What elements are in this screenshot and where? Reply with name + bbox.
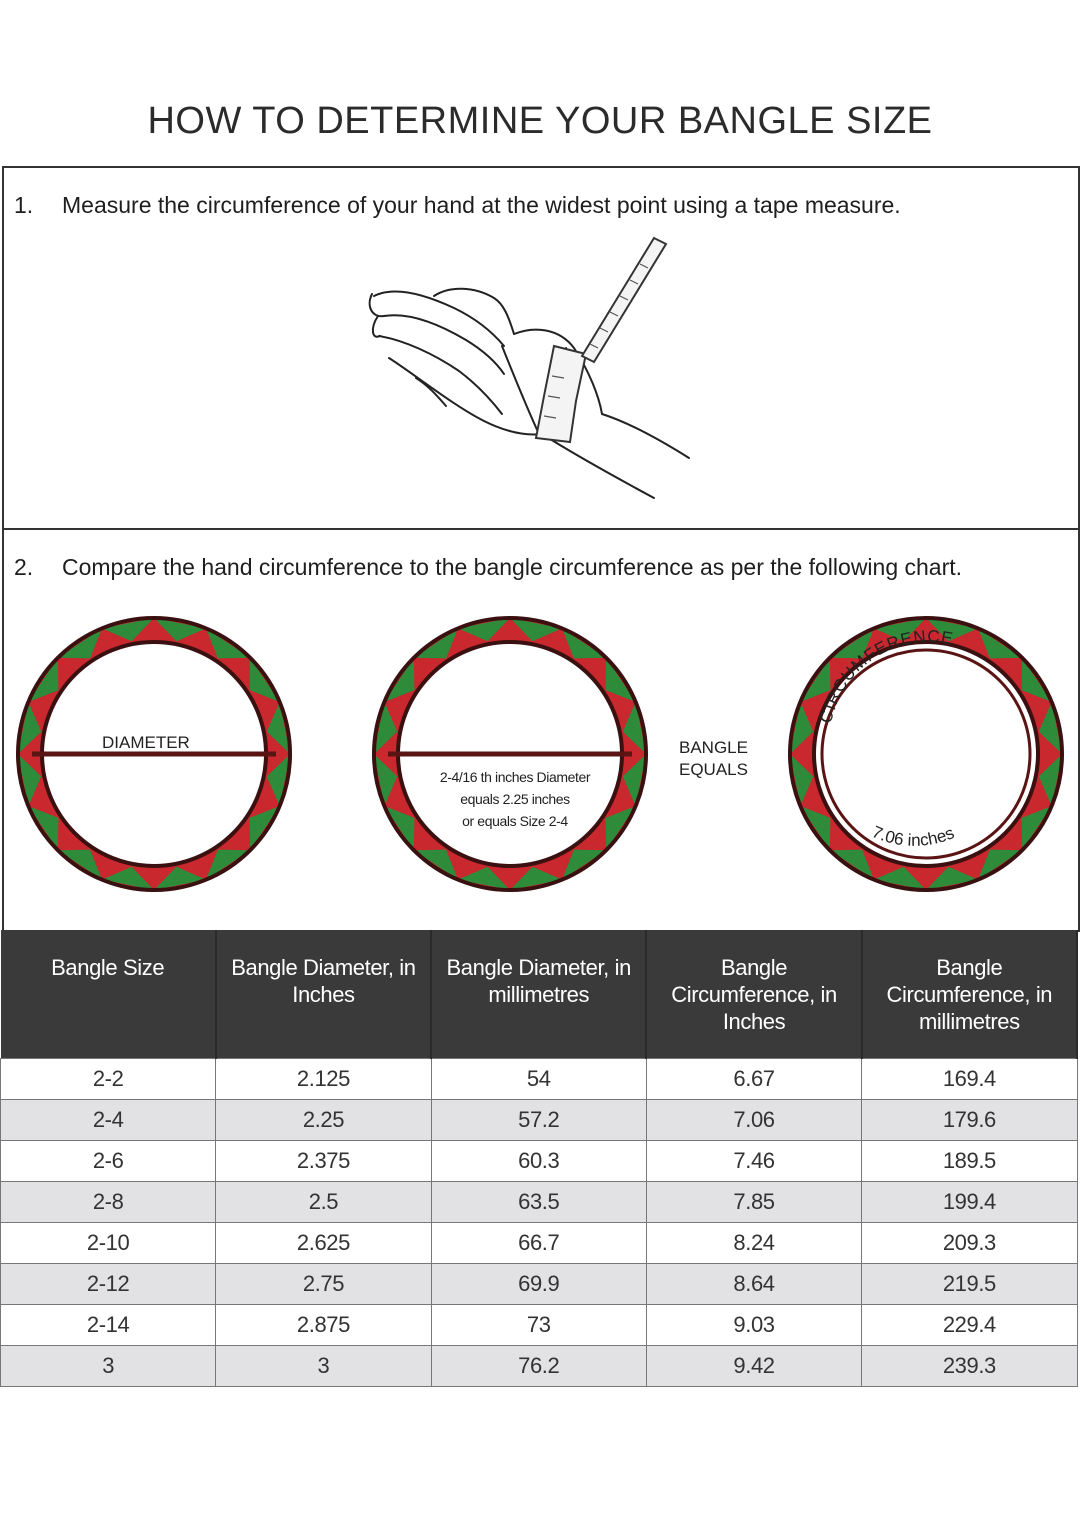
bangle-ring [790,618,1062,890]
table-cell: 63.5 [431,1181,646,1222]
table-cell: 169.4 [862,1058,1077,1099]
equals-line-1: BANGLE [679,738,748,757]
table-cell: 2.625 [216,1222,431,1263]
table-row [1,1263,1078,1304]
table-cell: 2.25 [216,1099,431,1140]
header-circumference-mm: Bangle Circumference, in millimetres [862,930,1077,1058]
table-cell: 2-10 [1,1222,216,1263]
table-cell: 3 [216,1345,431,1386]
step-1-instruction: Measure the circumference of your hand at the widest point using a tape measure. [62,192,901,218]
table-header-row [1,930,1078,1058]
table-cell: 2-12 [1,1263,216,1304]
bangle-example-diagram [370,614,650,894]
bangle-diameter-diagram [14,614,294,894]
table-cell: 7.46 [646,1140,861,1181]
step-2-text [14,554,962,581]
table-cell: 60.3 [431,1140,646,1181]
table-cell: 9.03 [646,1304,861,1345]
table-cell: 3 [1,1345,216,1386]
circumference-label: CIRCUMFERENCE [816,626,956,725]
header-circumference-inches: Bangle Circumference, in Inches [646,930,861,1058]
table-cell: 2-6 [1,1140,216,1181]
table-row [1,1181,1078,1222]
header-bangle-size: Bangle Size [1,930,216,1058]
table-cell: 2.125 [216,1058,431,1099]
step-2-instruction: Compare the hand circumference to the bangle circumference as per the following chart. [62,554,963,580]
table-cell: 8.24 [646,1222,861,1263]
table-cell: 6.67 [646,1058,861,1099]
table-cell: 2-8 [1,1181,216,1222]
table-row [1,1222,1078,1263]
table-row [1,1140,1078,1181]
table-cell: 229.4 [862,1304,1077,1345]
example-line-1: 2-4/16 th inches Diameter [439,769,591,785]
table-cell: 2-2 [1,1058,216,1099]
step-1-text [14,192,901,219]
table-cell: 2-14 [1,1304,216,1345]
bangle-size-table [0,930,1078,1387]
table-cell: 66.7 [431,1222,646,1263]
table-cell: 9.42 [646,1345,861,1386]
circumference-value: 7.06 inches [869,822,957,850]
table-cell: 2.875 [216,1304,431,1345]
table-cell: 69.9 [431,1263,646,1304]
step-2-panel [2,528,1080,932]
header-diameter-inches: Bangle Diameter, in Inches [216,930,431,1058]
bangle-circumference-diagram [786,614,1066,894]
table-cell: 2-4 [1,1099,216,1140]
table-cell: 189.5 [862,1140,1077,1181]
table-cell: 239.3 [862,1345,1077,1386]
table-cell: 2.5 [216,1181,431,1222]
table-cell: 2.75 [216,1263,431,1304]
table-row [1,1099,1078,1140]
hand-measuring-illustration [354,236,714,526]
table-cell: 57.2 [431,1099,646,1140]
table-row [1,1304,1078,1345]
table-cell: 54 [431,1058,646,1099]
step-1-panel [2,166,1080,530]
table-cell: 7.85 [646,1181,861,1222]
example-line-3: or equals Size 2-4 [462,813,568,829]
equals-line-2: EQUALS [679,760,748,779]
table-row [1,1345,1078,1386]
table-cell: 209.3 [862,1222,1077,1263]
table-cell: 76.2 [431,1345,646,1386]
step-2-number: 2. [14,554,34,580]
step-1-number: 1. [14,192,34,218]
table-cell: 73 [431,1304,646,1345]
table-cell: 219.5 [862,1263,1077,1304]
table-cell: 199.4 [862,1181,1077,1222]
diameter-label: DIAMETER [102,733,190,752]
table-row [1,1058,1078,1099]
bangle-equals-label [679,737,748,781]
header-diameter-mm: Bangle Diameter, in millimetres [431,930,646,1058]
page-title: HOW TO DETERMINE YOUR BANGLE SIZE [147,100,933,142]
table-cell: 2.375 [216,1140,431,1181]
example-line-2: equals 2.25 inches [460,791,570,807]
table-cell: 7.06 [646,1099,861,1140]
table-cell: 179.6 [862,1099,1077,1140]
diameter-example-note [400,766,630,832]
table-cell: 8.64 [646,1263,861,1304]
